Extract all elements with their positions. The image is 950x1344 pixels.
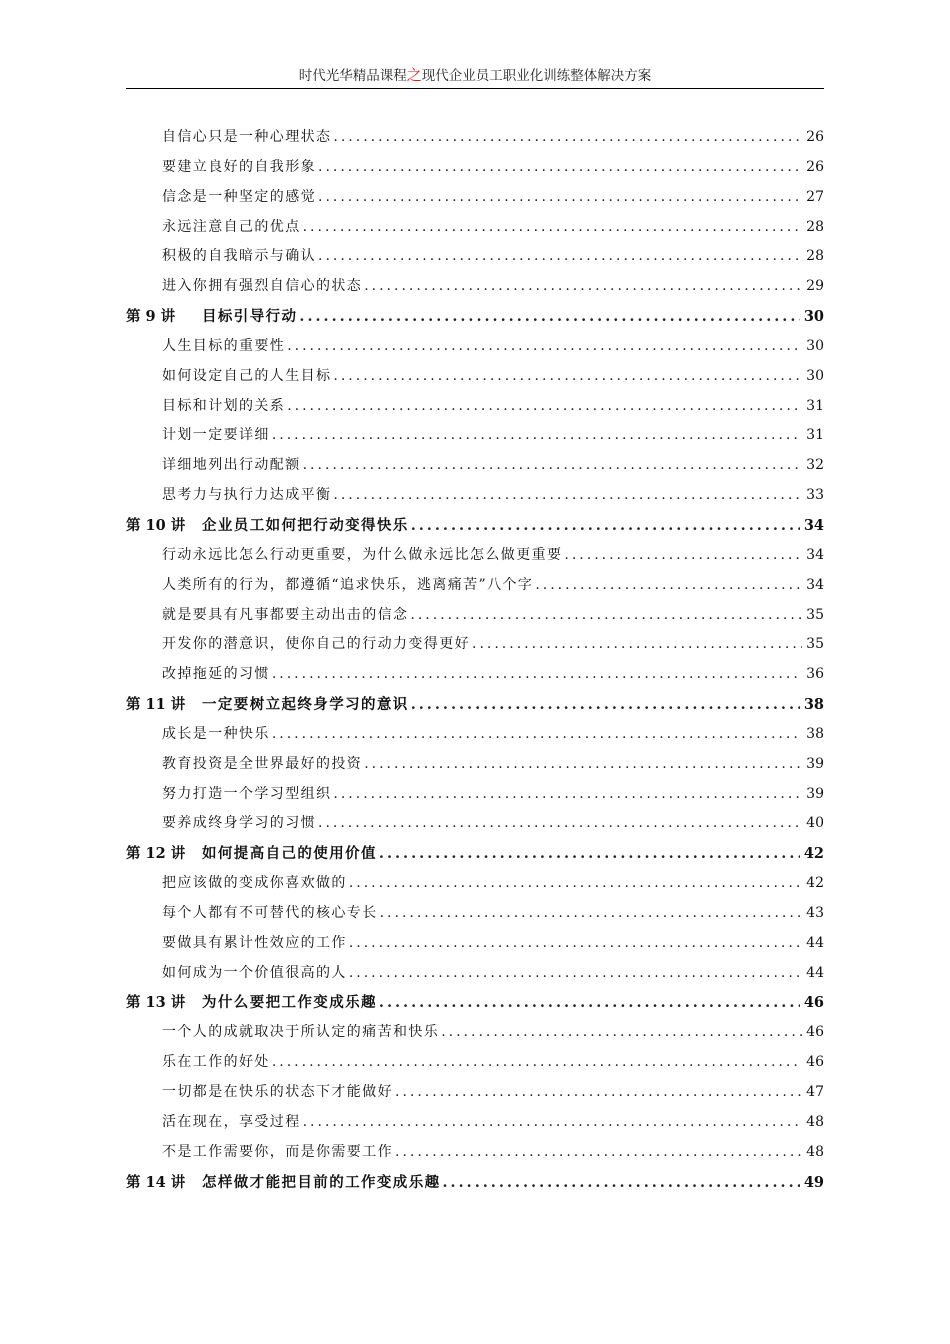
page-header [126, 66, 824, 85]
toc-page-number: 34 [806, 576, 824, 593]
toc-section-entry[interactable] [126, 242, 824, 272]
toc-page-number: 30 [806, 367, 824, 384]
toc-section-entry[interactable] [126, 1018, 824, 1048]
toc-entry-title: 一定要树立起终身学习的意识 [202, 696, 409, 714]
toc-page-number: 29 [806, 278, 824, 295]
toc-page-number: 31 [806, 427, 824, 444]
toc-section-entry[interactable] [126, 541, 824, 571]
toc-dot-leader [299, 302, 799, 332]
toc-dot-leader [364, 750, 802, 780]
toc-entry-title: 成长是一种快乐 [162, 725, 270, 742]
toc-page-number: 43 [806, 904, 824, 921]
toc-entry-title: 每个人都有不可替代的核心专长 [162, 904, 378, 921]
toc-page-number: 48 [806, 1113, 824, 1130]
toc-dot-leader [318, 183, 802, 213]
toc-entry-title: 自信心只是一种心理状态 [162, 129, 332, 145]
toc-entry-title: 如何提高自己的使用价值 [202, 845, 377, 863]
toc-section-entry[interactable] [126, 750, 824, 780]
toc-dot-leader [318, 153, 802, 183]
toc-page-number: 26 [806, 129, 824, 145]
toc-dot-leader [410, 601, 802, 631]
toc-entry-title: 怎样做才能把目前的工作变成乐趣 [202, 1173, 441, 1191]
toc-page-number: 34 [803, 516, 824, 534]
toc-dot-leader [349, 869, 802, 899]
toc-dot-leader [303, 213, 803, 243]
toc-page-number: 31 [806, 397, 824, 414]
toc-dot-leader [333, 362, 802, 392]
toc-page-number: 34 [806, 546, 824, 563]
toc-section-entry[interactable] [126, 809, 824, 839]
toc-entry-title: 人类所有的行为，都遵循“追求快乐，逃离痛苦”八个字 [162, 576, 534, 593]
toc-section-entry[interactable] [126, 392, 824, 422]
toc-page-number: 28 [806, 218, 824, 235]
toc-entry-title: 不是工作需要你，而是你需要工作 [162, 1143, 393, 1160]
toc-chapter-entry[interactable] [126, 690, 824, 720]
toc-section-entry[interactable] [126, 630, 824, 660]
toc-entry-title: 企业员工如何把行动变得快乐 [202, 516, 409, 534]
toc-dot-leader [395, 1138, 802, 1168]
toc-entry-title: 乐在工作的好处 [162, 1054, 270, 1071]
toc-section-entry[interactable] [126, 720, 824, 750]
toc-dot-leader [287, 392, 802, 422]
toc-entry-title: 改掉拖延的习惯 [162, 666, 270, 683]
toc-entry-title: 一个人的成就取决于所认定的痛苦和快乐 [162, 1024, 440, 1041]
toc-chapter-entry[interactable] [126, 839, 824, 869]
toc-section-entry[interactable] [126, 451, 824, 481]
toc-entry-title: 努力打造一个学习型组织 [162, 785, 332, 802]
toc-page-number: 30 [806, 337, 824, 354]
toc-entry-title: 积极的自我暗示与确认 [162, 248, 316, 265]
toc-entry-title: 如何设定自己的人生目标 [162, 367, 332, 384]
table-of-contents [126, 123, 824, 1197]
toc-dot-leader [472, 630, 802, 660]
toc-section-entry[interactable] [126, 929, 824, 959]
toc-page-number: 30 [803, 308, 824, 326]
toc-entry-title: 要养成终身学习的习惯 [162, 815, 316, 832]
toc-entry-title: 行动永远比怎么行动更重要，为什么做永远比怎么做更重要 [162, 546, 563, 563]
toc-section-entry[interactable] [126, 213, 824, 243]
toc-page-number: 33 [806, 487, 824, 504]
toc-page-number: 36 [806, 666, 824, 683]
toc-section-entry[interactable] [126, 660, 824, 690]
toc-dot-leader [349, 959, 802, 989]
toc-entry-title: 详细地列出行动配额 [162, 457, 301, 474]
toc-section-entry[interactable] [126, 571, 824, 601]
toc-entry-title: 为什么要把工作变成乐趣 [202, 994, 377, 1012]
toc-chapter-number: 第 12 讲 [126, 845, 186, 863]
toc-chapter-entry[interactable] [126, 302, 824, 332]
toc-page-number: 38 [806, 725, 824, 742]
toc-dot-leader [379, 839, 800, 869]
toc-page-number: 44 [806, 934, 824, 951]
toc-dot-leader [333, 780, 802, 810]
toc-dot-leader [443, 1168, 800, 1198]
toc-section-entry[interactable] [126, 183, 824, 213]
toc-dot-leader [379, 988, 800, 1018]
toc-dot-leader [395, 1078, 802, 1108]
toc-page-number: 26 [806, 158, 824, 175]
toc-page-number: 28 [806, 248, 824, 265]
toc-dot-leader [287, 332, 802, 362]
toc-dot-leader [333, 481, 802, 511]
toc-entry-title: 人生目标的重要性 [162, 337, 286, 354]
toc-page-number: 47 [806, 1084, 824, 1100]
toc-page-number: 38 [803, 696, 824, 714]
toc-section-entry[interactable] [126, 1138, 824, 1168]
toc-dot-leader [349, 929, 802, 959]
toc-page-number: 42 [803, 845, 824, 863]
toc-entry-title: 要做具有累计性效应的工作 [162, 934, 347, 951]
toc-dot-leader [441, 1018, 802, 1048]
toc-dot-leader [303, 1108, 803, 1138]
toc-page-number: 42 [806, 875, 824, 892]
toc-section-entry[interactable] [126, 1048, 824, 1078]
toc-page-number: 46 [803, 994, 824, 1012]
toc-entry-title: 就是要具有凡事都要主动出击的信念 [162, 606, 409, 623]
toc-section-entry[interactable] [126, 1078, 824, 1108]
toc-entry-title: 进入你拥有强烈自信心的状态 [162, 278, 363, 295]
toc-entry-title: 信念是一种坚定的感觉 [162, 188, 316, 205]
toc-dot-leader [564, 541, 802, 571]
toc-section-entry[interactable] [126, 421, 824, 451]
toc-entry-title: 目标引导行动 [202, 308, 298, 326]
toc-chapter-number: 第 10 讲 [126, 516, 186, 534]
toc-page-number: 39 [806, 755, 824, 772]
toc-dot-leader [364, 272, 802, 302]
toc-section-entry[interactable] [126, 601, 824, 631]
toc-section-entry[interactable] [126, 153, 824, 183]
toc-chapter-entry[interactable] [126, 988, 824, 1018]
toc-dot-leader [380, 899, 803, 929]
toc-page-number: 44 [806, 964, 824, 981]
toc-section-entry[interactable] [126, 780, 824, 810]
toc-page-number: 32 [806, 457, 824, 474]
toc-entry-title: 要建立良好的自我形象 [162, 158, 316, 175]
toc-dot-leader [333, 123, 802, 153]
header-title-part-1: 时代光华精品课程 [298, 68, 407, 84]
toc-entry-title: 永远注意自己的优点 [162, 218, 301, 235]
toc-section-entry[interactable] [126, 899, 824, 929]
toc-entry-title: 把应该做的变成你喜欢做的 [162, 875, 347, 892]
toc-page-number: 35 [806, 636, 824, 653]
toc-section-entry[interactable] [126, 123, 824, 153]
toc-dot-leader [272, 720, 802, 750]
toc-chapter-number: 第 13 讲 [126, 994, 186, 1012]
toc-page-number: 40 [806, 815, 824, 832]
toc-entry-title: 教育投资是全世界最好的投资 [162, 755, 363, 772]
toc-dot-leader [411, 511, 800, 541]
toc-dot-leader [535, 571, 802, 601]
header-title-accent: 之 [406, 66, 422, 84]
toc-section-entry[interactable] [126, 332, 824, 362]
toc-page-number: 46 [806, 1054, 824, 1071]
toc-dot-leader [272, 1048, 802, 1078]
toc-section-entry[interactable] [126, 272, 824, 302]
toc-page-number: 48 [806, 1143, 824, 1160]
toc-entry-title: 思考力与执行力达成平衡 [162, 487, 332, 504]
toc-dot-leader [318, 242, 802, 272]
toc-section-entry[interactable] [126, 362, 824, 392]
toc-entry-title: 目标和计划的关系 [162, 397, 286, 414]
toc-dot-leader [411, 690, 800, 720]
toc-dot-leader [272, 421, 802, 451]
toc-page-number: 27 [806, 188, 824, 205]
toc-entry-title: 计划一定要详细 [162, 427, 270, 444]
toc-dot-leader [303, 451, 803, 481]
toc-chapter-number: 第 9 讲 [126, 308, 176, 326]
toc-dot-leader [272, 660, 802, 690]
toc-dot-leader [318, 809, 802, 839]
toc-section-entry[interactable] [126, 869, 824, 899]
toc-page-number: 35 [806, 606, 824, 623]
toc-entry-title: 如何成为一个价值很高的人 [162, 964, 347, 981]
toc-page-number: 46 [806, 1024, 824, 1041]
toc-chapter-number: 第 14 讲 [126, 1173, 186, 1191]
toc-entry-title: 一切都是在快乐的状态下才能做好 [162, 1084, 393, 1100]
toc-entry-title: 活在现在，享受过程 [162, 1113, 301, 1130]
toc-page-number: 39 [806, 785, 824, 802]
toc-chapter-entry[interactable] [126, 511, 824, 541]
toc-section-entry[interactable] [126, 959, 824, 989]
toc-entry-title: 开发你的潜意识，使你自己的行动力变得更好 [162, 636, 470, 653]
toc-section-entry[interactable] [126, 481, 824, 511]
toc-chapter-entry[interactable] [126, 1168, 824, 1198]
header-title-part-2: 现代企业员工职业化训练整体解决方案 [421, 68, 652, 84]
header-divider [126, 88, 824, 89]
toc-chapter-number: 第 11 讲 [126, 696, 186, 714]
toc-section-entry[interactable] [126, 1108, 824, 1138]
toc-page-number: 49 [803, 1173, 824, 1191]
